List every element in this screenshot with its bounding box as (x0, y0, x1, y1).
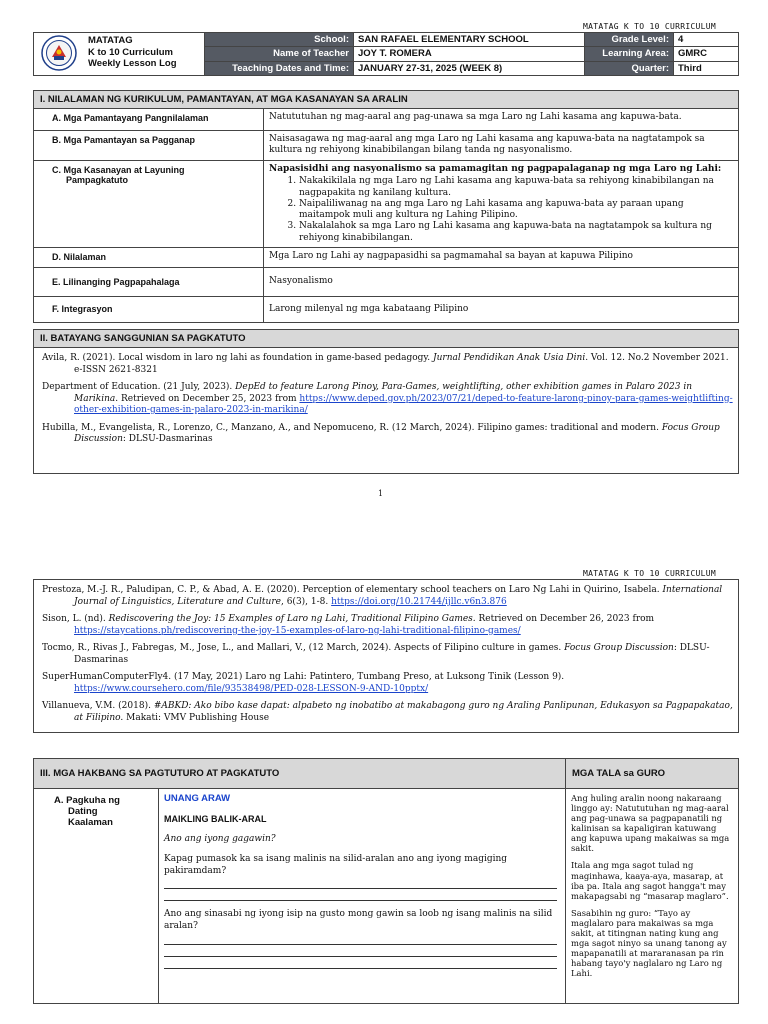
question-1: Ano ang iyong gagawin? (164, 834, 276, 844)
row-value-a: Natututuhan ng mag-aaral ang pag-unawa sa mga Laro ng Lahi kasama ang kapuwa-bata. (264, 109, 739, 131)
area-label: Learning Area: (585, 47, 674, 61)
references-continued (33, 579, 739, 733)
row-value-f: Larong milenyal ng mga kabataang Pilipino (264, 296, 739, 322)
section-2-title: II. BATAYANG SANGGUNIAN SA PAGKATUTO (34, 330, 739, 348)
day-label: UNANG ARAW (164, 793, 231, 804)
deped-seal (34, 33, 85, 76)
row-label-c-line-2: Pampagkatuto (66, 175, 129, 185)
row-value-d: Mga Laro ng Lahi ay nagpapasidhi sa pagmamahal sa bayan at kapuwa Pilipino (264, 247, 739, 267)
quarter-label: Quarter: (585, 61, 674, 75)
reference-item: Department of Education. (21 July, 2023). DepEd to feature Larong Pinoy, Para-Games, weightlifting, other exhibition games in Palaro 2023 in Marikina. Retrieved on December 25, 2023 from https://www.deped.gov.ph/2023/07/21/deped-to-feature-larong-pinoy-para-games-weightlifting-other-exhibition-games-in-palaro-2023-in-marikina/ (42, 382, 733, 416)
row-label-e: E. Lilinanging Pagpapahalaga (34, 267, 264, 296)
row-label-c (34, 161, 264, 248)
note-item: Ang huling aralin noong nakaraang linggo ay: Natututuhan ng mag-aaral ang pag-unawa sa pagpapanatili ng kalinisan sa kapaligiran katuwang ang kapuwa upang makaiwas sa mga sakit. (571, 793, 730, 854)
reference-link[interactable]: https://staycations.ph/rediscovering-the-joy-15-examples-of-laro-ng-lahi-traditional-filipino-games/ (74, 625, 521, 636)
reference-link[interactable]: https://www.coursehero.com/file/93538498/PED-028-LESSON-9-AND-10pptx/ (74, 683, 429, 694)
teacher-notes (566, 789, 739, 1004)
section-2 (33, 329, 739, 474)
dates-label: Teaching Dates and Time: (205, 61, 354, 75)
teacher-label: Name of Teacher (205, 47, 354, 61)
answer-line[interactable] (164, 933, 557, 945)
objective-item: 3. Nakalalahok sa mga Laro ng Lahi kasama ang kapuwa-bata na nagtatampok sa kultura ng rehiyong kinabibilangan. (299, 221, 733, 244)
answer-line[interactable] (164, 945, 557, 957)
reference-item: Sison, L. (nd). Rediscovering the Joy: 15 Examples of Laro ng Lahi, Traditional Filipino Games. Retrieved on December 26, 2023 from https://staycations.ph/rediscovering-the-joy-15-examples-of-laro-ng-lahi-traditional-filipino-games/ (42, 614, 655, 636)
references-list-continued (34, 580, 739, 733)
objectives-intro: Napasisidhi ang nasyonalismo sa pamamagitan ng pagpapalaganap ng mga Laro ng Lahi: (269, 164, 722, 174)
deped-seal-icon (41, 35, 77, 71)
reference-item: Prestoza, M.-J. R., Paludipan, C. P., & Abad, A. E. (2020). Perception of elementary school teachers on Laro Ng Lahi in Quirino, Isabela. International Journal of Linguistics, Literature and Culture, 6(3), 1-8. https://doi.org/10.21744/ijllc.v6n3.876 (42, 585, 723, 607)
activity-title: MAIKLING BALIK-ARAL (164, 814, 267, 824)
step-a-label: A. Pagkuha ng Dating Kaalaman (34, 789, 159, 1004)
row-value-c (264, 161, 739, 248)
objective-item: 1. Nakakikilala ng mga Laro ng Lahi kasama ang kapuwa-bata sa rehiyong kinabibilangan na nagpapakita ng kanilang kultura. (299, 176, 733, 199)
question-3: Ano ang sinasabi ng iyong isip na gusto mong gawin sa loob ng isang malinis na silid aralan? (164, 909, 553, 932)
note-item: Sasabihin ng guro: “Tayo ay maglalaro para makaiwas sa mga sakit, at titingnan nating kung ang mga sagot ninyo sa unang tanong ay mapapanatili at mararanasan pa rin habang tayo'y naglalaro ng Laro ng Lahi. (571, 907, 727, 979)
curriculum-label-page-2: MATATAG K TO 10 CURRICULUM (583, 569, 717, 578)
area-value: GMRC (674, 47, 739, 61)
section-1 (33, 90, 739, 323)
note-item: Itala ang mga sagot tulad ng maginhawa, kaaya-aya, masarap, at iba pa. Itala ang sagot hangga't may makapagsabi ng “masarap maglaro”. (571, 860, 729, 901)
school-value: SAN RAFAEL ELEMENTARY SCHOOL (354, 33, 585, 47)
reference-item: Hubilla, M., Evangelista, R., Lorenzo, C., Manzano, A., and Nepomuceno, R. (12 March, 2024). Filipino games: traditional and modern. Focus Group Discussion: DLSU-Dasmarinas (42, 422, 720, 445)
title-line-3: Weekly Lesson Log (88, 58, 177, 69)
objective-item: 2. Naipaliliwanag na ang mga Laro ng Lahi kasama ang kapuwa-bata ay paraan upang maitampok muli ang kultura ng Lahing Pilipino. (299, 199, 733, 222)
answer-line[interactable] (164, 957, 557, 969)
reference-item: Villanueva, V.M. (2018). #ABKD: Ako bibo kase dapat: alpabeto ng inobatibo at makabagong guro ng Araling Panlipunan, Edukasyon sa Pagpapakatao, at Filipino. Makati: VMV Publishing House (42, 701, 733, 723)
reference-item: SuperHumanComputerFly4. (17 May, 2021) Laro ng Lahi: Patintero, Tumbang Preso, at Luksong Tinik (Lesson 9). https://www.coursehero.com/file/93538498/PED-028-LESSON-9-AND-10pptx/ (42, 672, 565, 694)
grade-value: 4 (674, 33, 739, 47)
references-list (34, 348, 739, 474)
row-label-c-line-1: C. Mga Kasanayan at Layuning (52, 165, 185, 175)
section-3 (33, 758, 739, 1004)
title-block (84, 33, 205, 76)
step-a-content (159, 789, 566, 1004)
header-block (33, 32, 739, 76)
dates-value: JANUARY 27-31, 2025 (WEEK 8) (354, 61, 585, 75)
reference-item: Avila, R. (2021). Local wisdom in laro ng lahi as foundation in game-based pedagogy. Jurnal Pendidikan Anak Usia Dini. Vol. 12. No.2 November 2021. e-ISSN 2621-8321 (42, 353, 729, 375)
section-1-title: I. NILALAMAN NG KURIKULUM, PAMANTAYAN, AT MGA KASANAYAN SA ARALIN (34, 91, 739, 109)
section-3-title: III. MGA HAKBANG SA PAGTUTURO AT PAGKATUTO (34, 759, 566, 789)
reference-link[interactable]: https://doi.org/10.21744/ijllc.v6n3.876 (331, 596, 507, 607)
question-2: Kapag pumasok ka sa isang malinis na silid-aralan ano ang iyong magiging pakiramdam? (164, 854, 508, 876)
row-label-d: D. Nilalaman (34, 247, 264, 267)
school-label: School: (205, 33, 354, 47)
title-line-1: MATATAG (88, 35, 133, 46)
page-number: 1 (378, 489, 384, 498)
reference-link[interactable]: https://www.deped.gov.ph/2023/07/21/deped-to-feature-larong-pinoy-para-games-weightlifting-other-exhibition-games-in-palaro-2023-in-marikina/ (74, 393, 733, 416)
title-line-2: K to 10 Curriculum (88, 46, 173, 58)
row-label-a: A. Mga Pamantayang Pangnilalaman (34, 109, 264, 131)
row-value-e: Nasyonalismo (264, 267, 739, 296)
row-label-f: F. Integrasyon (34, 296, 264, 322)
grade-label: Grade Level: (585, 33, 674, 47)
answer-line[interactable] (164, 877, 557, 889)
reference-item: Tocmo, R., Rivas J., Fabregas, M., Jose, L., and Mallari, V., (12 March, 2024). Aspects of Filipino culture in games. Focus Group Discussion: DLSU-Dasmarinas (42, 643, 710, 665)
row-value-b: Naisasagawa ng mag-aaral ang mga Laro ng Lahi kasama ang kapuwa-bata na nagtatampok sa kultura ng rehiyong kinabibilangan bilang tanda ng nasyonalismo. (264, 131, 739, 161)
notes-title: MGA TALA sa GURO (566, 759, 739, 789)
row-label-b: B. Mga Pamantayan sa Pagganap (34, 131, 264, 161)
answer-line[interactable] (164, 889, 557, 901)
quarter-value: Third (674, 61, 739, 75)
teacher-value: JOY T. ROMERA (354, 47, 585, 61)
curriculum-label: MATATAG K TO 10 CURRICULUM (583, 22, 717, 31)
objectives-list (269, 176, 733, 244)
